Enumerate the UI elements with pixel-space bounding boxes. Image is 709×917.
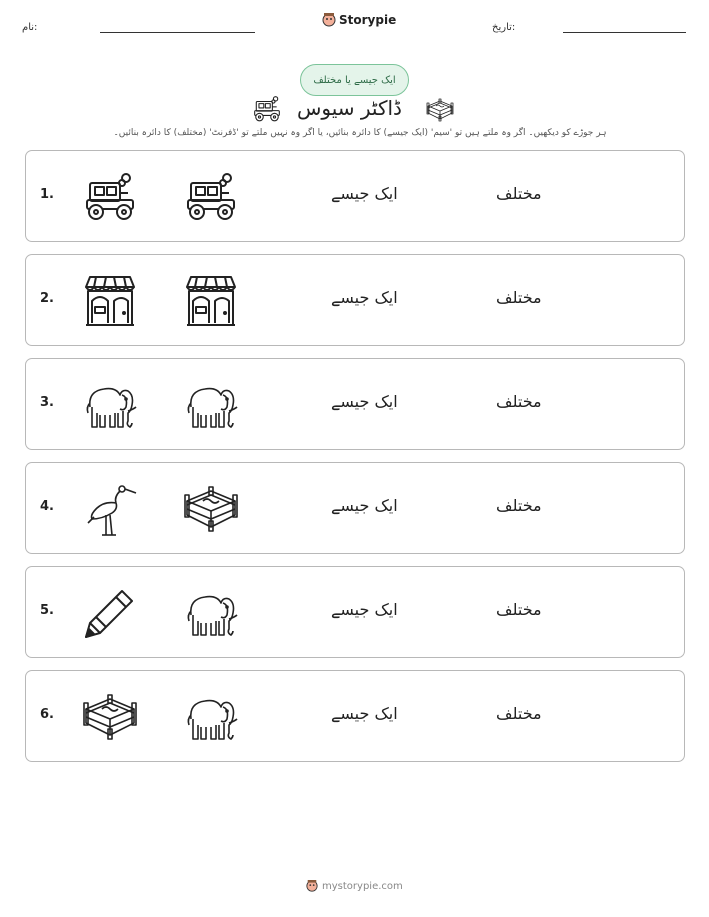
question-card bbox=[25, 566, 685, 658]
question-number: 5. bbox=[40, 603, 54, 618]
elephant-icon bbox=[183, 689, 239, 745]
date-label: تاریخ: bbox=[492, 22, 516, 33]
boxing-ring-icon bbox=[183, 481, 239, 537]
question-number: 6. bbox=[40, 707, 54, 722]
question-number: 1. bbox=[40, 187, 54, 202]
question-card bbox=[25, 358, 685, 450]
question-card bbox=[25, 254, 685, 346]
question-card bbox=[25, 670, 685, 762]
elephant-icon bbox=[183, 377, 239, 433]
shop-icon bbox=[183, 273, 239, 329]
same-option[interactable]: ایک جیسے bbox=[331, 600, 398, 619]
question-card bbox=[25, 150, 685, 242]
pencil-icon bbox=[82, 585, 138, 641]
same-option[interactable]: ایک جیسے bbox=[331, 288, 398, 307]
title-row bbox=[0, 94, 709, 124]
same-option[interactable]: ایک جیسے bbox=[331, 392, 398, 411]
name-label: نام: bbox=[22, 22, 38, 33]
different-option[interactable]: مختلف bbox=[496, 288, 542, 307]
boxing-ring-icon bbox=[82, 689, 138, 745]
car-icon bbox=[82, 169, 138, 225]
different-option[interactable]: مختلف bbox=[496, 704, 542, 723]
instructions: ہر جوڑے کو دیکھیں۔ اگر وہ ملتے ہیں تو 'سیم' (ایک جیسے) کا دائرہ بنائیں، یا اگر وہ نہیں ملتے تو 'ڈفرنٹ' (مختلف) کا دائرہ بنائیں۔ bbox=[113, 128, 607, 138]
same-option[interactable]: ایک جیسے bbox=[331, 184, 398, 203]
footer-site[interactable]: mystorypie.com bbox=[322, 880, 403, 892]
shop-icon bbox=[82, 273, 138, 329]
same-option[interactable]: ایک جیسے bbox=[331, 496, 398, 515]
different-option[interactable]: مختلف bbox=[496, 184, 542, 203]
storypie-mascot-icon bbox=[306, 879, 318, 893]
elephant-icon bbox=[82, 377, 138, 433]
question-number: 2. bbox=[40, 291, 54, 306]
question-card bbox=[25, 462, 685, 554]
brand-name: Storypie bbox=[339, 13, 397, 27]
car-icon bbox=[183, 169, 239, 225]
name-line[interactable] bbox=[100, 32, 255, 33]
different-option[interactable]: مختلف bbox=[496, 392, 542, 411]
page-title: ڈاکٹر سیوس bbox=[297, 96, 402, 120]
date-line[interactable] bbox=[563, 32, 686, 33]
footer bbox=[306, 879, 403, 893]
worksheet-tag: ایک جیسے یا مختلف bbox=[300, 64, 409, 96]
different-option[interactable]: مختلف bbox=[496, 600, 542, 619]
different-option[interactable]: مختلف bbox=[496, 496, 542, 515]
boxing-ring-icon bbox=[426, 96, 454, 124]
same-option[interactable]: ایک جیسے bbox=[331, 704, 398, 723]
question-number: 3. bbox=[40, 395, 54, 410]
storypie-logo bbox=[322, 12, 396, 28]
stork-icon bbox=[82, 481, 138, 537]
question-number: 4. bbox=[40, 499, 54, 514]
elephant-icon bbox=[183, 585, 239, 641]
storypie-mascot-icon bbox=[322, 12, 336, 28]
car-icon bbox=[252, 94, 282, 124]
